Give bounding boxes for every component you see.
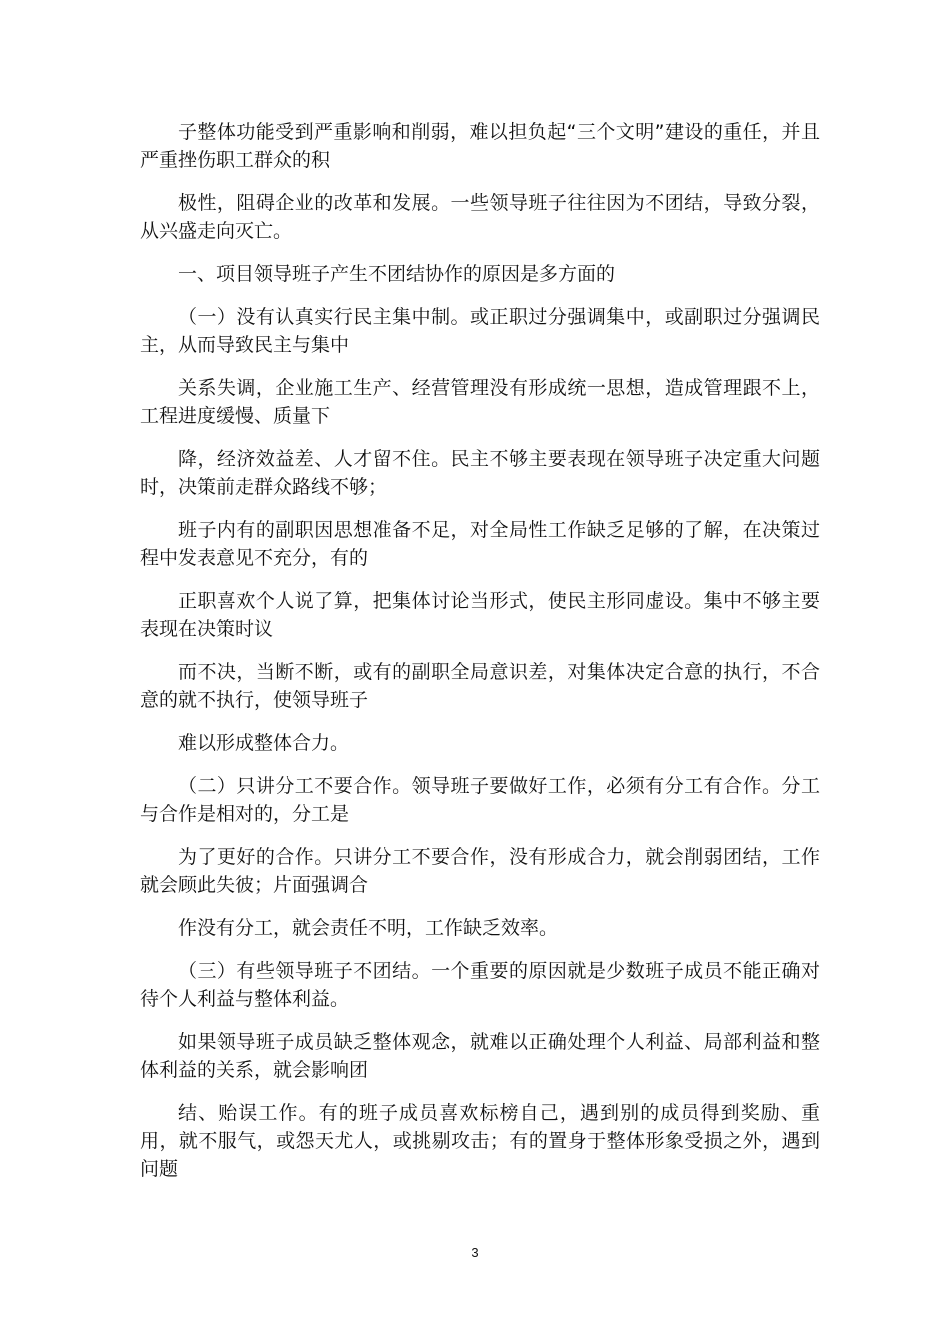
paragraph-3: 一、项目领导班子产生不团结协作的原因是多方面的	[178, 263, 616, 285]
paragraph-8: 正职喜欢个人说了算，把集体讨论当形式，使民主形同虚设。集中不够主要表现在决策时议	[140, 590, 820, 640]
paragraph-2: 极性，阻碍企业的改革和发展。一些领导班子往往因为不团结，导致分裂，从兴盛走向灭亡。	[140, 192, 820, 242]
paragraph-11: （二）只讲分工不要合作。领导班子要做好工作，必须有分工有合作。分工与合作是相对的，分工是	[140, 775, 820, 825]
paragraph-12: 为了更好的合作。只讲分工不要合作，没有形成合力，就会削弱团结，工作就会顾此失彼；片面强调合	[140, 846, 820, 896]
paragraph-4: （一）没有认真实行民主集中制。或正职过分强调集中，或副职过分强调民主，从而导致民主与集中	[140, 306, 820, 356]
paragraph-14: （三）有些领导班子不团结。一个重要的原因就是少数班子成员不能正确对待个人利益与整体利益。	[140, 960, 820, 1010]
paragraph-7: 班子内有的副职因思想准备不足，对全局性工作缺乏足够的了解，在决策过程中发表意见不充分，有的	[140, 519, 820, 569]
paragraph-1: 子整体功能受到严重影响和削弱，难以担负起“三个文明”建设的重任，并且严重挫伤职工群众的积	[140, 121, 820, 171]
paragraph-6: 降，经济效益差、人才留不住。民主不够主要表现在领导班子决定重大问题时，决策前走群众路线不够；	[140, 448, 820, 498]
paragraph-15: 如果领导班子成员缺乏整体观念，就难以正确处理个人利益、局部利益和整体利益的关系，就会影响团	[140, 1031, 820, 1081]
document-body	[140, 118, 820, 1198]
paragraph-5: 关系失调，企业施工生产、经营管理没有形成统一思想，造成管理跟不上，工程进度缓慢、质量下	[140, 377, 820, 427]
paragraph-16: 结、贻误工作。有的班子成员喜欢标榜自己，遇到别的成员得到奖励、重用，就不服气，或怨天尤人，或挑剔攻击；有的置身于整体形象受损之外，遇到问题	[140, 1102, 820, 1180]
paragraph-13: 作没有分工，就会责任不明，工作缺乏效率。	[178, 917, 559, 939]
paragraph-9: 而不决，当断不断，或有的副职全局意识差，对集体决定合意的执行，不合意的就不执行，使领导班子	[140, 661, 820, 711]
page-number: 3	[471, 1245, 479, 1260]
paragraph-10: 难以形成整体合力。	[178, 732, 350, 754]
